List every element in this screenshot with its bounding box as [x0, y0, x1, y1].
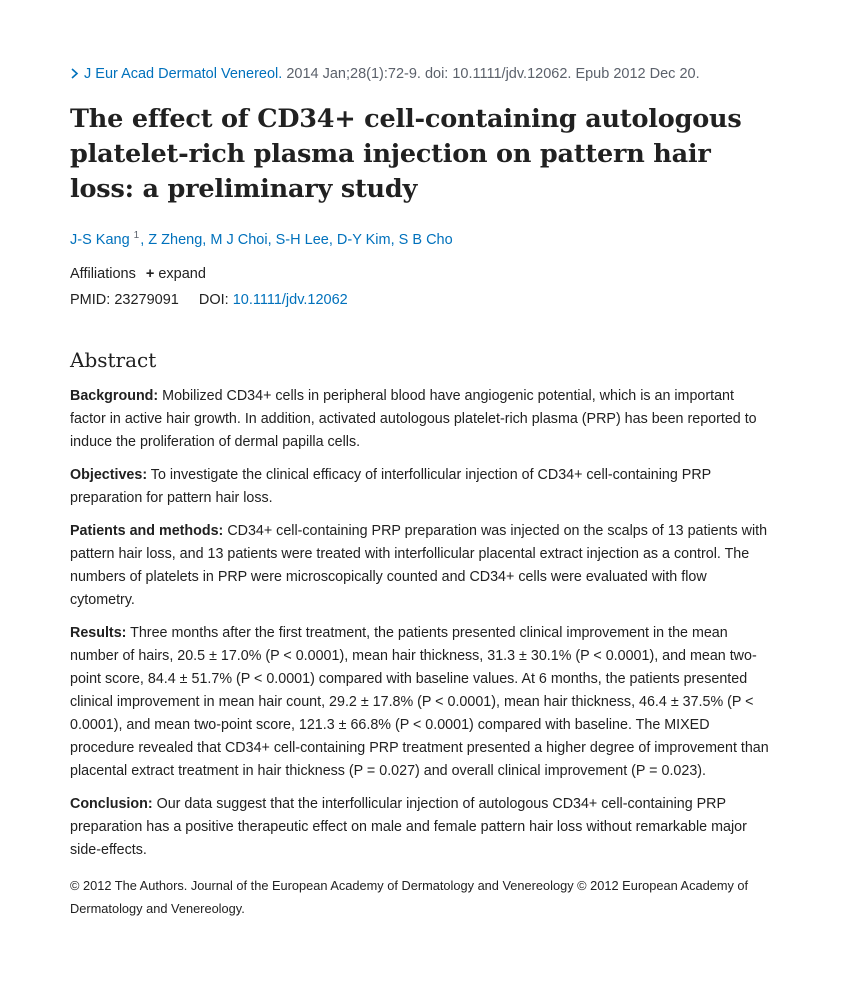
article-title: The effect of CD34+ cell-containing autologous platelet-rich plasma injection on pattern hair loss: a preliminary study	[70, 104, 742, 204]
section-label: Results:	[70, 624, 127, 641]
section-text: Our data suggest that the interfollicular injection of autologous CD34+ cell-containing PRP preparation has a positive therapeutic effect on male and female pattern hair loss without remarkable major side-effects.	[70, 795, 747, 858]
section-text: To investigate the clinical efficacy of interfollicular injection of CD34+ cell-containing PRP preparation for pattern hair loss.	[70, 466, 711, 506]
pmid-value: 23279091	[114, 291, 179, 308]
author-link[interactable]: S-H Lee	[275, 231, 329, 248]
author-link[interactable]: D-Y Kim	[336, 231, 391, 248]
abstract-section-conclusion	[70, 793, 770, 862]
affiliations-expand-button[interactable]	[146, 266, 206, 282]
abstract-section-background	[70, 385, 770, 454]
abstract-section-results	[70, 622, 770, 783]
abstract-heading: Abstract	[70, 347, 157, 372]
journal-link[interactable]: J Eur Acad Dermatol Venereol.	[84, 66, 283, 82]
author-link[interactable]: J-S Kang	[70, 231, 130, 248]
author-link[interactable]: S B Cho	[398, 231, 453, 248]
section-label: Conclusion:	[70, 795, 153, 812]
author-link[interactable]: M J Choi	[210, 231, 268, 248]
expand-label: expand	[158, 265, 206, 282]
doi-label: DOI:	[198, 291, 229, 308]
citation-details: 2014 Jan;28(1):72-9. doi: 10.1111/jdv.12062. Epub 2012 Dec 20.	[286, 66, 700, 82]
pmid-label: PMID:	[70, 291, 111, 308]
section-label: Objectives:	[70, 466, 148, 483]
author-link[interactable]: Z Zheng	[148, 231, 203, 248]
section-text: Three months after the first treatment, the patients presented clinical improvement in the mean number of hairs, 20.5 ± 17.0% (P < 0.0001), mean hair thickness, 31.3 ± 30.1% (P < 0.0001), and mean two-point score, 84.4 ± 51.7% (P < 0.0001) compared with baseline values. At 6 months, the patients presented clinical improvement in mean hair count, 29.2 ± 17.8% (P < 0.0001), mean hair thickness, 46.4 ± 37.5% (P < 0.0001), and mean two-point score, 121.3 ± 66.8% (P < 0.0001) compared with baseline. The MIXED procedure revealed that CD34+ cell-containing PRP treatment presented a higher degree of improvement than placental extract treatment in hair thickness (P = 0.027) and overall clinical improvement (P = 0.023).	[70, 624, 769, 779]
affiliations-row	[70, 263, 770, 285]
affiliations-label: Affiliations	[70, 265, 136, 282]
section-label: Patients and methods:	[70, 522, 224, 539]
doi-link[interactable]: 10.1111/jdv.12062	[232, 291, 348, 308]
citation-line	[70, 62, 770, 86]
section-label: Background:	[70, 387, 159, 404]
chevron-right-icon[interactable]	[70, 62, 84, 86]
identifiers-row	[70, 289, 770, 311]
authors-list: J-S Kang $^1$, Z Zheng, M J Choi, S-H Lee, D-Y Kim, S B Cho	[70, 230, 453, 248]
abstract-section-objectives	[70, 464, 770, 510]
affiliation-ref[interactable]: 1	[133, 230, 140, 241]
section-text: CD34+ cell-containing PRP preparation was injected on the scalps of 13 patients with pattern hair loss, and 13 patients were treated with interfollicular placental extract injection as a control. The numbers of platelets in PRP were microscopically counted and CD34+ cells were evaluated with flow cytometry.	[70, 522, 768, 608]
plus-icon: +	[145, 265, 155, 282]
article-content	[70, 62, 770, 920]
section-text: Mobilized CD34+ cells in peripheral blood have angiogenic potential, which is an important factor in active hair growth. In addition, activated autologous platelet-rich plasma (PRP) has been reported to induce the proliferation of dermal papilla cells.	[70, 387, 757, 450]
abstract-section-methods	[70, 520, 770, 612]
copyright-notice: © 2012 The Authors. Journal of the European Academy of Dermatology and Venereology © 2012 European Academy of Dermatology and Venereology.	[70, 877, 749, 916]
